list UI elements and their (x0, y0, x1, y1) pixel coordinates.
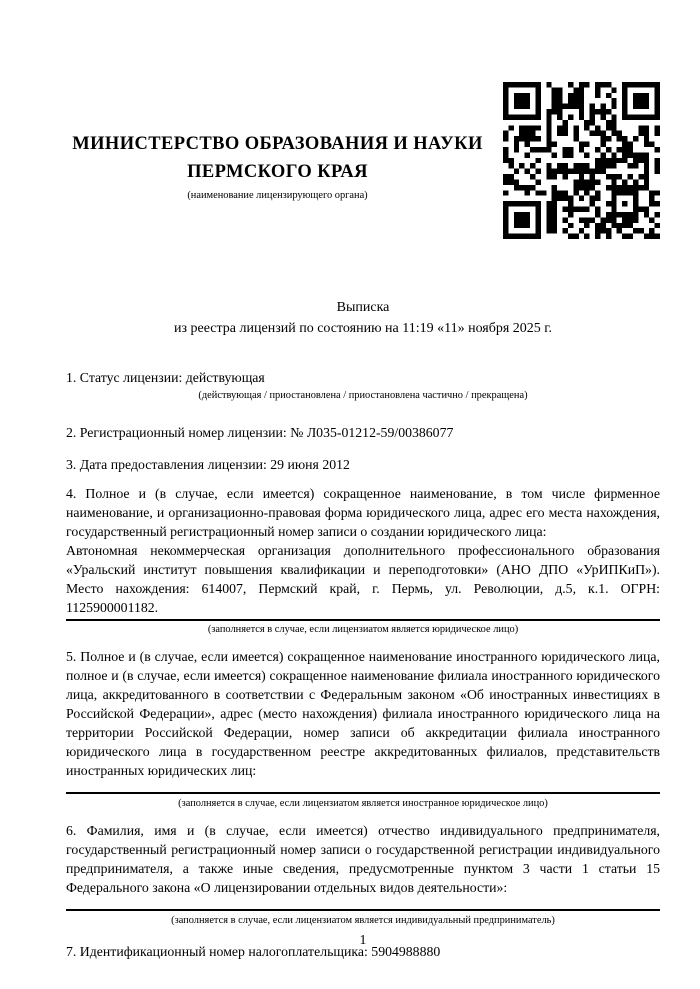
item-license-status-caption: (действующая / приостановлена / приостановлена частично / прекращена) (198, 390, 528, 401)
fill-line-legal-entity (66, 619, 660, 621)
item-entrepreneur-label: 6. Фамилия, имя и (в случае, если имеется) отчество индивидуального предпринимателя, государственный регистрационный номер записи о государственной регистрации индивидуального предпринимателя, а также иные сведения, предусмотренные пунктом 3 части 1 статьи 15 Федерального закона «О лицензировании отдельных видов деятельности»: (66, 823, 660, 895)
item-legal-entity-value: Автономная некоммерческая организация дополнительного профессионального образования «Уральский институт повышения квалификации и переподготовки» (АНО ДПО «УрИПКиП»). Место нахождения: 614007, Пермский край, г. Пермь, ул. Революции, д.5, к.1. ОГРН: 1125900001182. (66, 543, 660, 615)
item-foreign-entity-label: 5. Полное и (в случае, если имеется) сокращенное наименование иностранного юридического лица, полное и (в случае, если имеется) сокращенное наименование филиала иностранного юридического лица, аккредитованного в соответствии с Федеральным законом «Об иностранных инвестициях в Российской Федерации», адрес (место нахождения) филиала иностранного юридического лица на территории Российской Федерации, номер записи об аккредитации филиала иностранного юридического лица в государственном реестре аккредитованных филиалов, представительств иностранных юридических лиц: (66, 649, 660, 778)
item-grant-date: 3. Дата предоставления лицензии: 29 июня 2012 (66, 457, 350, 472)
ministry-caption: (наименование лицензирующего органа) (187, 190, 368, 201)
fill-line-foreign-entity (66, 792, 660, 794)
item-entrepreneur-caption: (заполняется в случае, если лицензиатом является индивидуальный предприниматель) (171, 915, 555, 926)
item-legal-entity-caption: (заполняется в случае, если лицензиатом является юридическое лицо) (207, 624, 519, 635)
document-title (66, 297, 660, 339)
document-title-line2: из реестра лицензий по состоянию на 11:19 «11» ноября 2025 г. (174, 321, 552, 336)
licensing-authority-block (66, 130, 503, 202)
item-foreign-entity-caption: (заполняется в случае, если лицензиатом является иностранное юридическое лицо) (178, 798, 548, 809)
item-registration-number: 2. Регистрационный номер лицензии: № Л035-01212-59/00386077 (66, 425, 454, 440)
item-license-status: 1. Статус лицензии: действующая (66, 370, 265, 385)
ministry-name-line2: ПЕРМСКОГО КРАЯ (187, 162, 368, 182)
document-title-line1: Выписка (336, 300, 390, 315)
item-taxpayer-number: 7. Идентификационный номер налогоплательщика: 5904988880 (66, 944, 441, 959)
fill-line-entrepreneur (66, 909, 660, 911)
page-number: 1 (359, 932, 367, 947)
ministry-name-line1: МИНИСТЕРСТВО ОБРАЗОВАНИЯ И НАУКИ (72, 134, 483, 154)
qr-code-icon (503, 82, 660, 239)
document-header (66, 82, 660, 239)
item-legal-entity-label: 4. Полное и (в случае, если имеется) сокращенное наименование, в том числе фирменное наименование, и организационно-правовая форма юридического лица, адрес его места нахождения, государственный регистрационный номер записи о создании юридического лица: (66, 486, 660, 539)
